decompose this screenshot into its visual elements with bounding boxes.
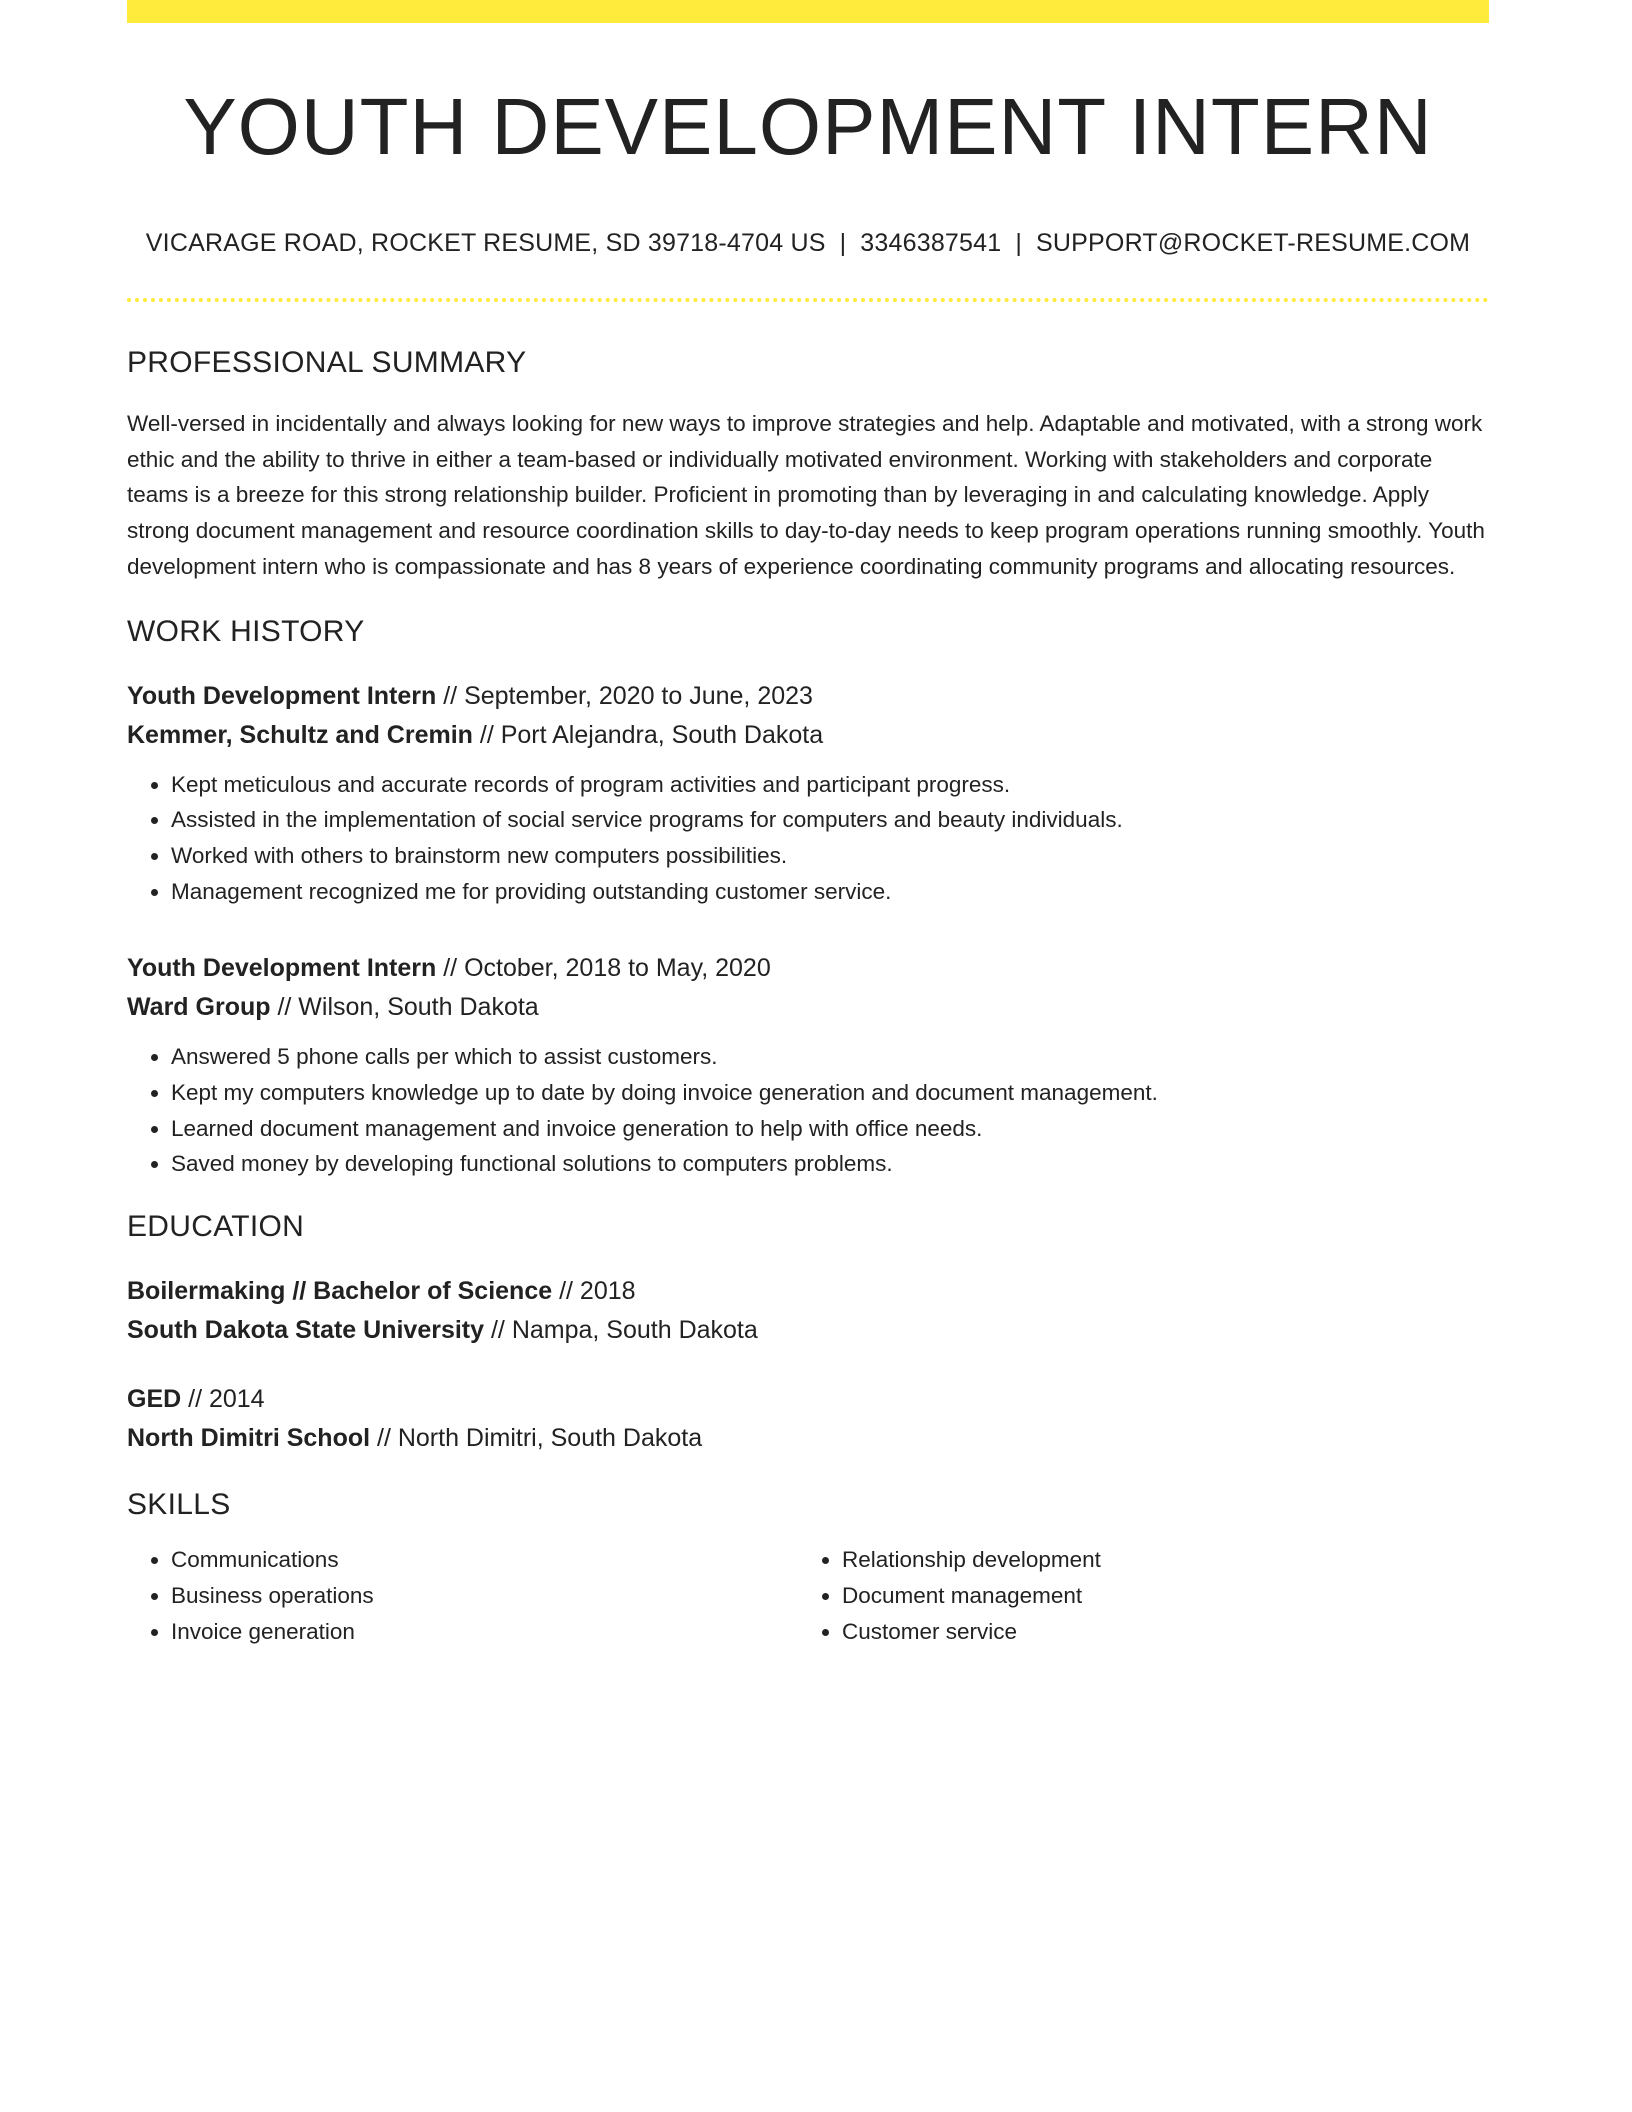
degree-line <box>127 1380 1489 1419</box>
list-item: • Learned document management and invoice generation to help with office needs. <box>171 1111 1489 1147</box>
list-item: • Customer service <box>842 1614 1469 1650</box>
degree-year: // 2018 <box>552 1277 636 1306</box>
contact-separator: | <box>839 229 847 257</box>
skills-column-right <box>798 1542 1469 1649</box>
job-company-line <box>127 988 1489 1027</box>
skills-list <box>127 1542 1489 1649</box>
education-entry <box>127 1272 1489 1350</box>
education-entry <box>127 1380 1489 1458</box>
job-location: // Wilson, South Dakota <box>270 993 539 1022</box>
job-title-line <box>127 949 1489 988</box>
candidate-name: YOUTH DEVELOPMENT INTERN <box>183 82 1433 171</box>
degree-year: // 2014 <box>181 1385 265 1414</box>
school-line <box>127 1311 1489 1350</box>
job-title: Youth Development Intern <box>127 681 437 710</box>
resume-page <box>127 0 1489 1649</box>
degree-line <box>127 1272 1489 1311</box>
job-bullets <box>127 1039 1489 1182</box>
job-entry <box>127 949 1489 1182</box>
contact-address: VICARAGE ROAD, ROCKET RESUME, SD 39718-4704 US <box>145 229 826 257</box>
list-item: • Worked with others to brainstorm new computers possibilities. <box>171 838 1489 874</box>
school: North Dimitri School <box>127 1424 371 1453</box>
skills-heading: SKILLS <box>127 1488 231 1522</box>
job-location: // Port Alejandra, South Dakota <box>472 720 824 749</box>
list-item: • Invoice generation <box>171 1614 798 1650</box>
work-history-heading: WORK HISTORY <box>127 614 365 648</box>
list-item: • Management recognized me for providing outstanding customer service. <box>171 874 1489 910</box>
list-item: • Document management <box>842 1578 1469 1614</box>
contact-separator: | <box>1015 229 1023 257</box>
top-accent-bar <box>127 0 1489 23</box>
job-company-line <box>127 716 1489 755</box>
list-item: • Kept my computers knowledge up to date by doing invoice generation and document management. <box>171 1075 1489 1111</box>
job-title-line <box>127 677 1489 716</box>
job-company: Ward Group <box>127 993 271 1022</box>
job-dates: // October, 2018 to May, 2020 <box>436 954 771 983</box>
job-entry <box>127 677 1489 910</box>
list-item: • Communications <box>171 1542 798 1578</box>
job-dates: // September, 2020 to June, 2023 <box>436 681 813 710</box>
school-location: // Nampa, South Dakota <box>484 1316 758 1345</box>
summary-text: Well-versed in incidentally and always looking for new ways to improve strategies and help. Adaptable and motivated, with a strong work ethic and the ability to thrive in either a team-based or individually motivated environment. Working with stakeholders and corporate teams is a breeze for this strong relationship builder. Proficient in promoting than by leveraging in and calculating knowledge. Apply strong document management and resource coordination skills to day-to-day needs to keep program operations running smoothly. Youth development intern who is compassionate and has 8 years of experience coordinating community programs and allocating resources. <box>127 411 1485 579</box>
education-heading: EDUCATION <box>127 1210 305 1244</box>
skills-column-left <box>127 1542 798 1649</box>
job-company: Kemmer, Schultz and Cremin <box>127 720 473 749</box>
degree: Boilermaking // Bachelor of Science <box>127 1277 553 1306</box>
list-item: • Relationship development <box>842 1542 1469 1578</box>
school-location: // North Dimitri, South Dakota <box>370 1424 703 1453</box>
list-item: • Kept meticulous and accurate records of program activities and participant progress. <box>171 767 1489 803</box>
contact-line <box>127 229 1489 258</box>
list-item: • Saved money by developing functional solutions to computers problems. <box>171 1146 1489 1182</box>
school: South Dakota State University <box>127 1316 485 1345</box>
contact-phone: 3346387541 <box>860 229 1002 257</box>
dotted-divider <box>127 298 1489 302</box>
list-item: • Assisted in the implementation of social service programs for computers and beauty individuals. <box>171 802 1489 838</box>
list-item: • Business operations <box>171 1578 798 1614</box>
contact-email: SUPPORT@ROCKET-RESUME.COM <box>1036 229 1471 257</box>
job-bullets <box>127 767 1489 910</box>
school-line <box>127 1419 1489 1458</box>
summary-heading: PROFESSIONAL SUMMARY <box>127 346 527 379</box>
degree: GED <box>127 1385 182 1414</box>
list-item: • Answered 5 phone calls per which to assist customers. <box>171 1039 1489 1075</box>
job-title: Youth Development Intern <box>127 954 437 983</box>
